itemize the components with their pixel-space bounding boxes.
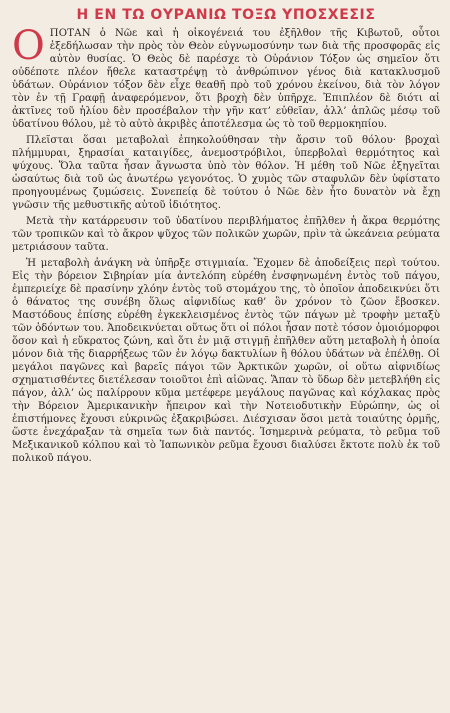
paragraph-1-text: ὁ Νῶε καὶ ἡ οἰκογένειά του ἐξῆλθον τῆς Κιβωτοῦ, οὗτοι ἐξεδήλωσαν τὴν πρὸς τὸν Θεὸν εὐγνωμοσύνην των διὰ τῆς προσφορᾶς εἰς αὐτὸν θυσίας. Ὁ Θεὸς δὲ παρέσχε τὸ Οὐράνιον Τόξον ὡς σημεῖον ὅτι οὐδέποτε πλέον ἤθελε καταστρέψῃ τὸ ἀνθρώπινον γένος διὰ κατακλυσμοῦ ὑδάτων. Οὐράνιον τόξον δὲν εἶχε θεαθῆ πρὸ τοῦ χρόνου ἐκείνου, διὰ τὸν λόγον τὸν ἐν τῇ Γραφῇ ἀναφερόμενον, ὅτι βροχὴ δὲν ὑπῆρχε. Ἐπιπλέον δὲ διότι αἱ ἀκτῖνες τοῦ ἡλίου δὲν προσέβαλον τὴν γῆν κατ’ εὐθεῖαν, ἀλλ’ ἁπλῶς μέσῳ τοῦ ὑδατίνου θόλου, μὲ τὸ αὐτὸ ἀκριβὲς ἀποτέλεσμα ὡς τὸ τοῦ θερμοκηπίου.: [12, 28, 440, 130]
article-body: [12, 23, 440, 465]
paragraph-4: Ἡ μεταβολὴ ἀνάγκη νὰ ὑπῆρξε στιγμιαία. Ἔχομεν δὲ ἀποδείξεις περὶ τούτου. Εἰς τὴν βόρειον Σιβηρίαν μία ἀντελόπη εὑρέθη ἐνσφηνωμένη ἐντὸς τοῦ πάγου, ἐμπεριείχε δὲ πρασίνην χλόην ἐντὸς τοῦ στομάχου της, τὸ ὁποῖον ἀποδεικνύει ὅτι ὁ θάνατος της συνέβη ὅλως αἰφνιδίως καθ’ ὃν χρόνον τὸ ζῶον ἔβοσκεν. Μαστόδους ἐπίσης εὑρέθη ἐγκεκλεισμένος ἐντὸς τῶν πάγων μὲ τροφὴν μεταξὺ τῶν ὀδόντων του. Ἀποδεικνύεται οὕτως ὅτι οἱ πόλοι ἦσαν ποτὲ τόσον ὁμοιόμορφοι ὅσον καὶ ἡ εὔκρατος ζώνη, καὶ ὅτι ἐν μιᾷ στιγμῇ ἐπῆλθεν αὕτη μεταβολὴ ἡ ὁποία μόνον διὰ τῆς διαρρήξεως τῶν ἐν λόγῳ δακτυλίων ἢ θόλου ὑδάτων νὰ ἐπέλθῃ. Οἱ μεγάλοι παγῶνες καὶ βαρεῖς πάγοι τῶν Ἀρκτικῶν χωρῶν, οἱ οὕτω αἰφνιδίως σχηματισθέντες διετέλεσαν τοιοῦτοι ἐπὶ αἰῶνας. Ἅπαν τὸ ὕδωρ δὲν μετεβλήθη εἰς πάγον, ἀλλ’ ὡς παλίρρουν κῦμα μετέφερε μεγάλους παγῶνας καὶ κόχλακας πρὸς τὴν Βόρειον Ἀμερικανικὴν ἤπειρον καὶ τὴν Νοτειοδυτικὴν Εὐρώπην, ὡς οἱ ἐπιστήμονες ἔχουσι εὐκρινῶς ἐξακριβώσει. Διέσχισαν ὅσοι μετὰ τοιαύτης ὁρμῆς, ὥστε ἐνεχάραξαν τὰ σημεῖα των διὰ παντός. Ἰσημερινὰ ρεύματα, τὸ ρεῦμα τοῦ Μεξικανικοῦ κόλπου καὶ τὸ Ἰαπωνικὸν ρεῦμα ἔχουσι διαλύσει ἔκτοτε πολὺ ἐκ τοῦ πολικοῦ πάγου.: [12, 258, 440, 464]
paragraph-3: Μετὰ τὴν κατάρρευσιν τοῦ ὑδατίνου περιβλήματος ἐπῆλθεν ἡ ἄκρα θερμότης τῶν τροπικῶν καὶ τὸ ἄκρον ψῦχος τῶν πολικῶν χωρῶν, πρὶν τὰ ὠκεάνεια ρεύματα μετριάσουν ταῦτα.: [12, 216, 440, 253]
paragraph-1: [12, 23, 440, 131]
lead-word: ΠΟΤΑΝ: [49, 28, 91, 39]
drop-cap: Ο: [12, 23, 45, 69]
article-title: Η ΕΝ ΤΩ ΟΥΡΑΝΙΩ ΤΟΞΩ ΥΠΟΣΧΕΣΙΣ: [76, 7, 376, 23]
paragraph-2: Πλεῖσται ὅσαι μεταβολαὶ ἐπηκολούθησαν τὴν ἄρσιν τοῦ θόλου· βροχαὶ πλήμμυραι, ξηρασίαι καταιγίδες, ἀνεμοστρόβιλοι, ὑπερβολαὶ θερμότητος καὶ ψύχους. Ὅλα ταῦτα ἦσαν ἄγνωστα ὑπὸ τὸν θόλον. Ἡ μέθη τοῦ Νῶε ἐξηγεῖται ὡσαύτως διὰ τοῦ ὡς ἀνωτέρω γεγονότος. Ὁ χυμὸς τῶν σταφυλῶν δὲν ὑφίστατο προηγουμένως ζυμώσεις. Συνεπείᾳ δὲ τούτου ὁ Νῶε δὲν ἦτο δυνατὸν νὰ ἔχῃ γνῶσιν τῆς μεθυστικῆς αὐτοῦ ἰδιότητος.: [12, 135, 440, 211]
